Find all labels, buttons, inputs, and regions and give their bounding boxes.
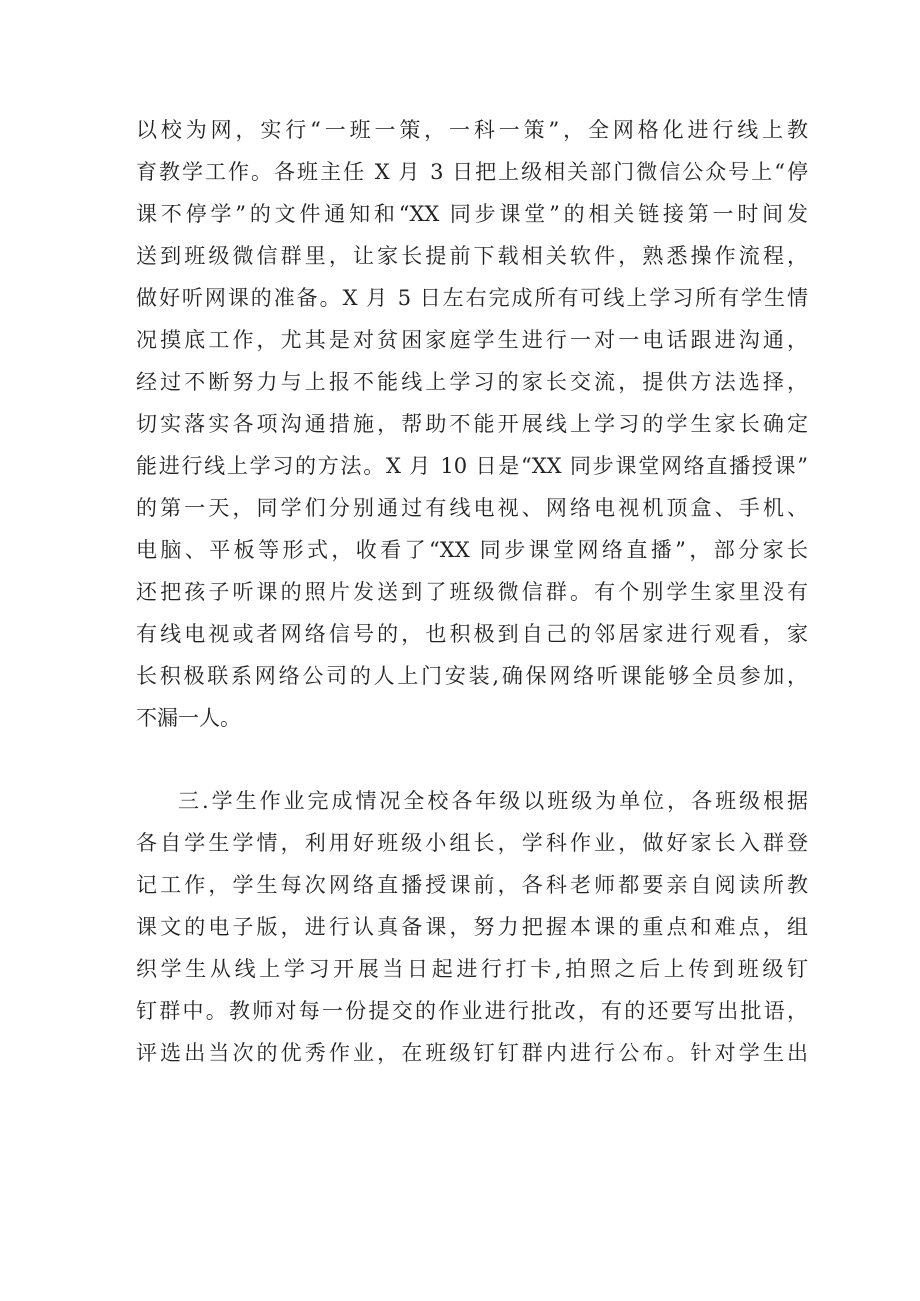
text-line: 课文的电子版，进行认真备课，努力把握本课的重点和难点，组 bbox=[136, 915, 808, 939]
text-line: 电脑、平板等形式，收看了“XX 同步课堂网络直播”，部分家长 bbox=[136, 538, 808, 562]
text-line: 课不停学”的文件通知和“XX 同步课堂”的相关链接第一时间发 bbox=[136, 202, 808, 226]
text-line: 切实落实各项沟通措施，帮助不能开展线上学习的学生家长确定 bbox=[136, 412, 808, 436]
text-line: 记工作，学生每次网络直播授课前，各科老师都要亲自阅读所教 bbox=[136, 873, 808, 897]
text-line: 做好听网课的准备。X 月 5 日左右完成所有可线上学习所有学生情 bbox=[136, 286, 808, 310]
text-line: 以校为网，实行“一班一策，一科一策”，全网格化进行线上教 bbox=[136, 118, 808, 142]
text-line: 的第一天，同学们分别通过有线电视、网络电视机顶盒、手机、 bbox=[136, 496, 808, 520]
text-line: 长积极联系网络公司的人上门安装,确保网络听课能够全员参加， bbox=[136, 664, 808, 688]
paragraph-1 bbox=[136, 109, 808, 739]
text-line: 经过不断努力与上报不能线上学习的家长交流，提供方法选择， bbox=[136, 370, 808, 394]
text-line: 况摸底工作，尤其是对贫困家庭学生进行一对一电话跟进沟通， bbox=[136, 328, 808, 352]
text-line: 不漏一人。 bbox=[136, 706, 241, 730]
text-line: 还把孩子听课的照片发送到了班级微信群。有个别学生家里没有 bbox=[136, 580, 808, 604]
text-line: 三.学生作业完成情况全校各年级以班级为单位，各班级根据 bbox=[178, 789, 808, 813]
text-line: 有线电视或者网络信号的，也积极到自己的邻居家进行观看，家 bbox=[136, 622, 808, 646]
text-line: 各自学生学情，利用好班级小组长，学科作业，做好家长入群登 bbox=[136, 831, 808, 855]
text-line: 育教学工作。各班主任 X 月 3 日把上级相关部门微信公众号上“停 bbox=[136, 160, 808, 184]
text-line: 送到班级微信群里，让家长提前下载相关软件，熟悉操作流程， bbox=[136, 244, 808, 268]
text-line: 织学生从线上学习开展当日起进行打卡,拍照之后上传到班级钉 bbox=[136, 957, 808, 981]
paragraph-2 bbox=[136, 780, 808, 1074]
text-line: 钉群中。教师对每一份提交的作业进行批改，有的还要写出批语， bbox=[136, 999, 808, 1023]
text-line: 能进行线上学习的方法。X 月 10 日是“XX 同步课堂网络直播授课” bbox=[136, 454, 808, 478]
text-line: 评选出当次的优秀作业，在班级钉钉群内进行公布。针对学生出 bbox=[136, 1041, 808, 1065]
